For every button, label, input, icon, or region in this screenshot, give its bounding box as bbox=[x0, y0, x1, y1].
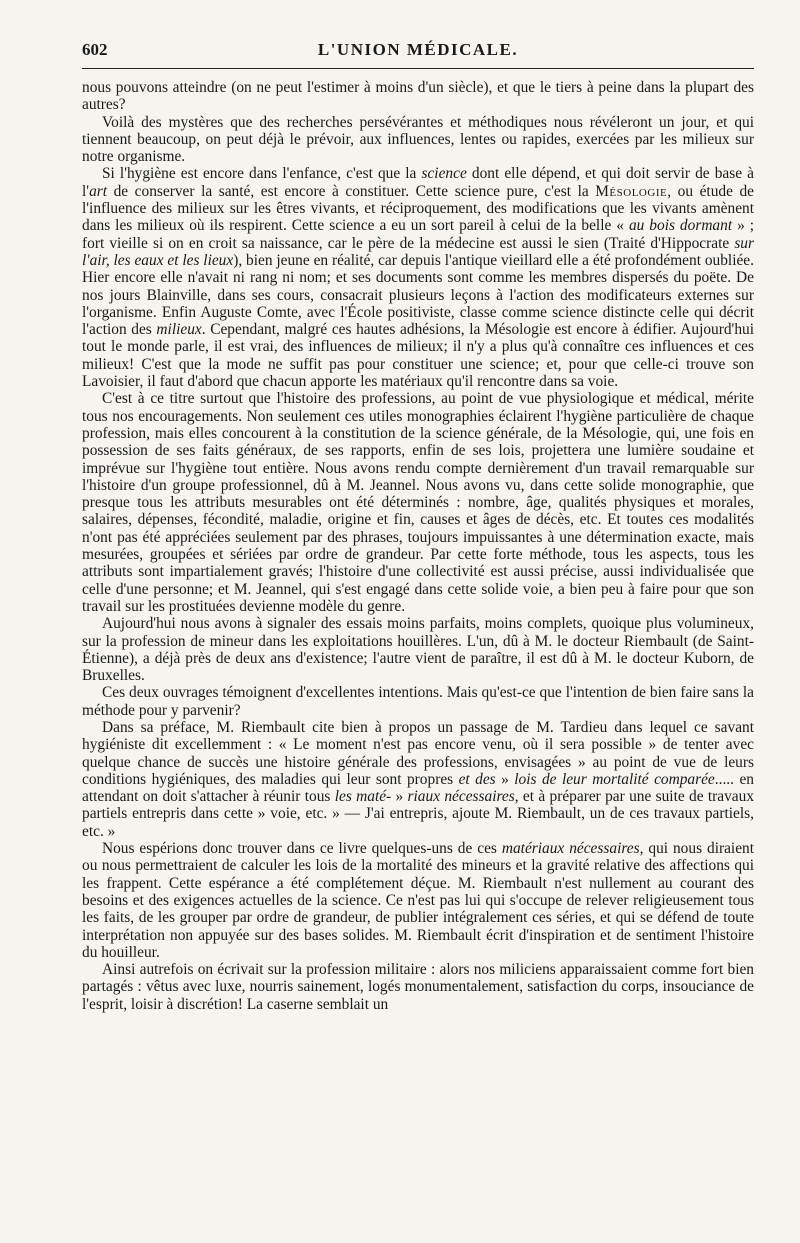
italic-text: au bois dormant bbox=[628, 217, 733, 235]
text-run: C'est à ce titre surtout que l'histoire des professions, au point de vue physiologique et médical, mérite tous nos encouragements. Non seulement ces utiles monographies éclairent l'hygiène particulière de chaque profession, mais elles concourent à la constitution de la science générale, de la Mésologie, qui, une fois en possession de ses faits généraux, de ses rapports, enfin de ses lois, projettera une lumière soudaine et imprévue sur l'hygiène tout entière. Nous avons rendu compte dernièrement d'un travail remarquable sur l'histoire d'un groupe professionnel, dû à M. Jeannel. Nous avons vu, dans cette solide monographie, que presque tous les attributs mesurables ont été déterminés : nombre, âge, qualités physiques et morales, salaires, dépenses, fécondité, maladie, origine et fin, causes et âges de décès, etc. Et toutes ces modalités n'ont pas été appréciées seulement par des phrases, toujours impuissantes à une détermination exacte, mais mesurées, groupées et sériées par ordre de grandeur. Par cette forte méthode, tous les aspects, tous les attributs sont impartialement gravés; l'histoire d'une collectivité est aussi précise, aussi individualisée que celle d'une personne; et M. Jeannel, qui s'est engagé dans cette solide voie, a bien peu à faire pour que son travail sur les prostituées devienne modèle du genre. bbox=[82, 390, 754, 615]
text-run: Si l'hygiène est encore dans l'enfance, c'est que la bbox=[102, 165, 422, 183]
text-run: dont elle dépend, et qui doit servir de base à l' bbox=[82, 165, 754, 200]
paragraph bbox=[82, 615, 754, 684]
text-run: Dans sa préface, M. Riembault cite bien à propos un passage de M. Tardieu dans lequel ce savant hygiéniste dit excellemment : « Le moment n'est pas encore venu, où il sera possible » de tenter avec quelque chance de succès une histoire générale des professions, envisagées » au point de vue de leurs conditions hygiéniques, des maladies qui leur sont propres bbox=[82, 718, 754, 788]
text-run: ..... en attendant on doit s'attacher à réunir tous bbox=[82, 770, 754, 806]
paragraph bbox=[82, 684, 754, 719]
paragraph bbox=[82, 390, 754, 615]
text-run: Nous espérions donc trouver dans ce livre quelques-uns de ces bbox=[102, 840, 502, 858]
paragraph bbox=[82, 165, 754, 390]
text-run: Ces deux ouvrages témoignent d'excellentes intentions. Mais qu'est-ce que l'intention de bien faire sans la méthode pour y parvenir? bbox=[82, 684, 754, 719]
italic-text: lois de leur mortalité comparée bbox=[514, 770, 715, 788]
italic-text: art bbox=[89, 182, 108, 200]
running-title: L'UNION MÉDICALE. bbox=[317, 40, 519, 59]
paragraph bbox=[82, 79, 754, 114]
italic-text: milieux bbox=[156, 321, 202, 339]
page-header bbox=[82, 38, 754, 69]
text-run: Voilà des mystères que des recherches persévérantes et méthodiques nous révéleront un jour, et qui tiennent beaucoup, on peut déjà le prévoir, aux influences, lentes ou rapides, exercées par les milieux sur notre organisme. bbox=[82, 113, 754, 166]
paragraph bbox=[82, 961, 754, 1013]
italic-text: et des bbox=[458, 770, 496, 788]
text-run: , ou étude de l'influence des milieux sur les êtres vivants, et réciproquement, des modifications que les vivants amènent dans les milieux où ils respirent. Cette science a eu un sort pareil à celui de la belle « bbox=[82, 182, 755, 235]
italic-text: matériaux nécessaires bbox=[501, 840, 640, 858]
page-number: 602 bbox=[82, 40, 108, 59]
paragraph bbox=[82, 719, 754, 840]
italic-text: les maté- bbox=[334, 788, 392, 806]
body-text bbox=[82, 79, 754, 1013]
text-run: , qui nous diraient ou nous permettraient de calculer les lois de la mortalité des mineurs et la gravité relative des affections qui les frappent. Cette espérance a été complétement déçue. M. Riembault n'est nullement au courant des besoins et des exigences actuelles de la science. Ce n'est pas lui qui s'occupe de relever religieusement tous les faits, de les grouper par ordre de grandeur, de publier intégralement ces séries, et qui se défend de toute interprétation non appuyée sur des bases solides. M. Riembault écrit d'inspiration et de sentiment l'histoire du houilleur. bbox=[82, 840, 755, 961]
italic-text: riaux nécessaires bbox=[407, 788, 515, 806]
text-run: » bbox=[391, 788, 408, 806]
italic-text: sur l'air, les eaux et les lieux bbox=[82, 234, 754, 269]
paragraph bbox=[82, 114, 754, 166]
text-run: » ; fort vieille si on en croit sa naissance, car le père de la médecine est aussi le sien (Traité d'Hippocrate bbox=[82, 217, 755, 252]
text-run: Ainsi autrefois on écrivait sur la profession militaire : alors nos miliciens apparaissaient comme fort bien partagés : vêtus avec luxe, nourris sainement, logés monumentalement, satisfaction du corps, insouciance de l'esprit, loisir à discrétion! La caserne semblait un bbox=[82, 961, 754, 1013]
text-run: de conserver la santé, est encore à constituer. Cette science pure, c'est la bbox=[107, 182, 596, 200]
text-run: Aujourd'hui nous avons à signaler des essais moins parfaits, moins complets, quoique plus volumineux, sur la profession de mineur dans les exploitations houillères. L'un, dû à M. le docteur Riembault (de Saint-Étienne), a déjà près de deux ans d'existence; l'autre vient de paraître, il est dû à M. le docteur Kuborn, de Bruxelles. bbox=[82, 615, 754, 685]
text-run: ), bien jeune en réalité, car depuis l'antique vieillard elle a été profondément oubliée. Hier encore elle n'avait ni rang ni nom; et ses documents sont comme les membres dispersés du poëte. De nos jours Blainville, dans ses cours, consacrait plusieurs leçons à l'action des modificateurs externes sur l'organisme. Enfin Auguste Comte, avec l'École positiviste, classe comme science distincte celle qui décrit l'action des bbox=[82, 251, 754, 339]
small-caps-text: Mésologie bbox=[595, 182, 668, 200]
text-run: nous pouvons atteindre (on ne peut l'estimer à moins d'un siècle), et que le tiers à peine dans la plupart des autres? bbox=[82, 79, 754, 114]
text-run: , et à préparer par une suite de travaux partiels entrepris dans cette » voie, etc. » — J'ai entrepris, ajoute M. Riembault, un de ces travaux partiels, etc. » bbox=[82, 788, 755, 840]
italic-text: science bbox=[421, 165, 467, 183]
text-run: » bbox=[495, 770, 515, 788]
text-run: . Cependant, malgré ces hautes adhésions, la Mésologie est encore à édifier. Aujourd'hui tout le monde parle, il est vrai, des influences de milieux; il n'y a plus qu'à connaître ces influences et ces milieux! C'est que la mode ne suffit pas pour constituer une science; et, pour que celle-ci trouve son Lavoisier, il faut d'abord que chacun apporte les matériaux qu'il rencontre dans sa voie. bbox=[82, 321, 754, 391]
paragraph bbox=[82, 840, 754, 961]
